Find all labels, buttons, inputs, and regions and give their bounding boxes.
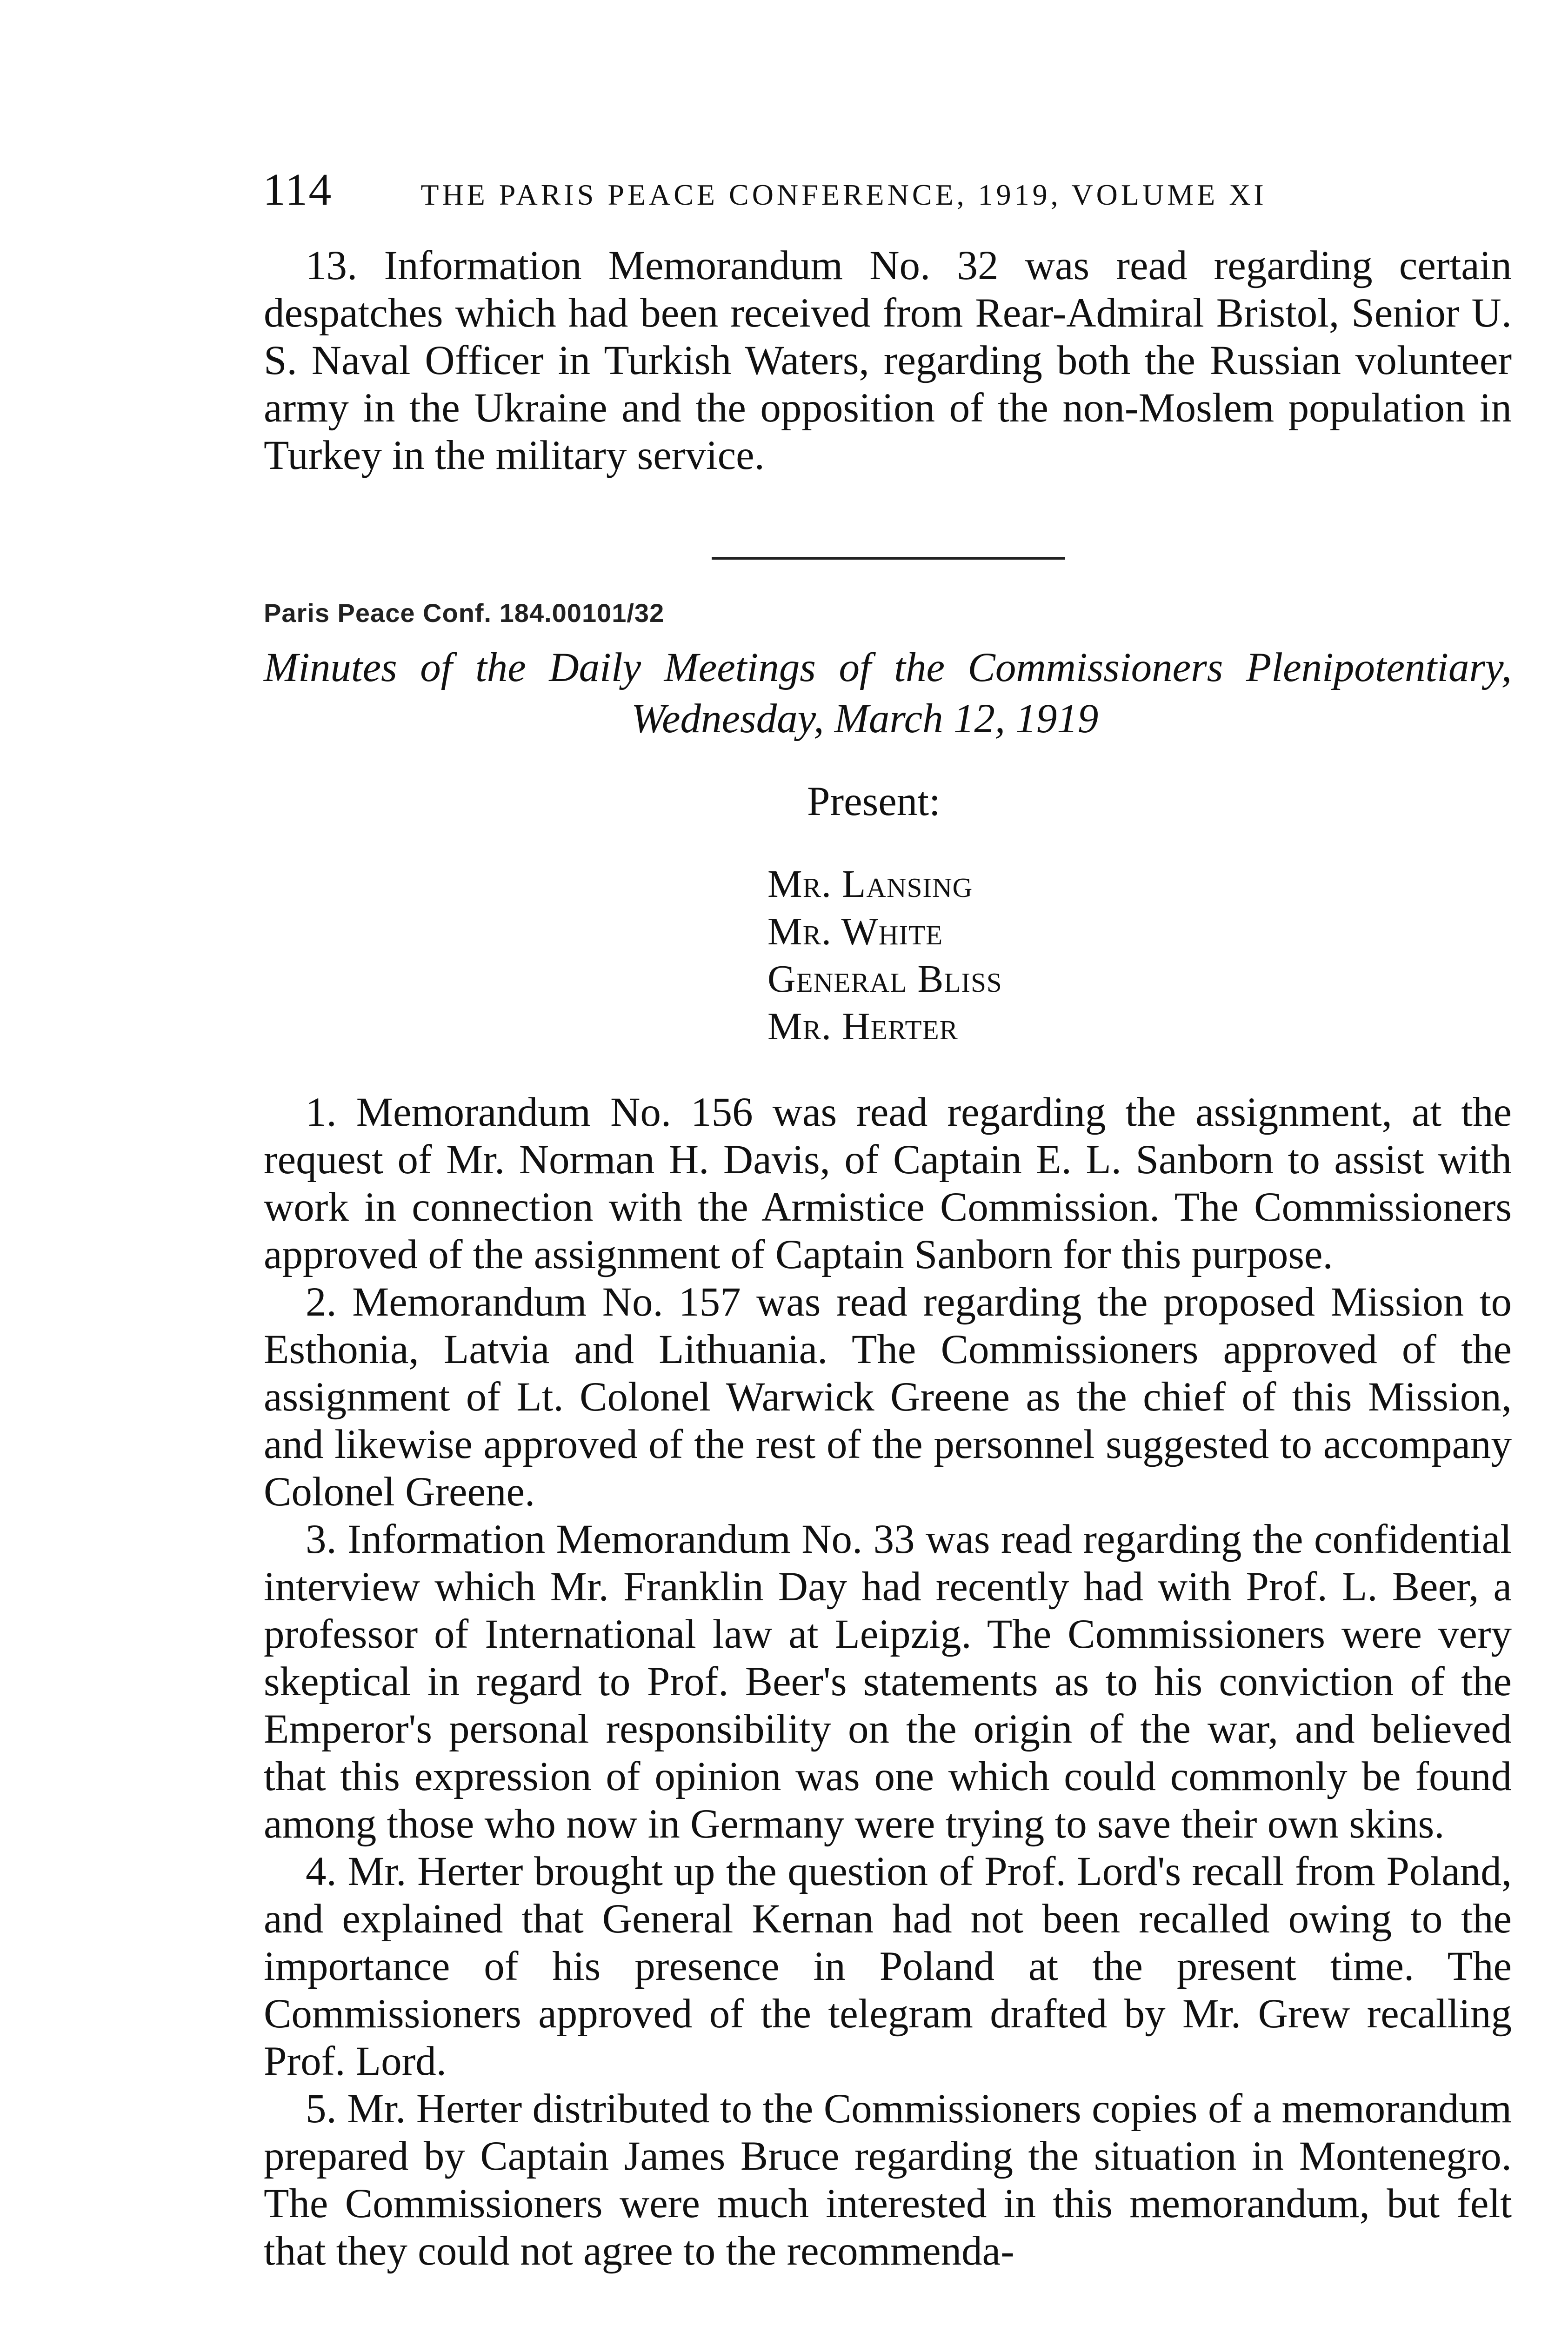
item-13-paragraph: 13. Information Memorandum No. 32 was read regarding certain despatches which had been received from Rear-Admiral Bristol, Senior U. S. Naval Officer in Turkish Waters, regarding both the Russian volunteer army in the Ukraine and the opposition of the non-Moslem population in Turkey in the military service. — [264, 243, 1512, 478]
document-title-line-1: Minutes of the Daily Meetings of the Commissioners Plenipotentiary, — [264, 645, 1512, 690]
file-reference: Paris Peace Conf. 184.00101/32 — [264, 598, 665, 628]
attendee: General Bliss — [767, 957, 1002, 1001]
present-label: Present: — [807, 779, 941, 824]
running-header — [263, 164, 1519, 215]
running-title: THE PARIS PEACE CONFERENCE, 1919, VOLUME XI — [420, 178, 1267, 211]
minutes-items — [264, 1089, 1512, 2275]
preceding-item — [264, 242, 1512, 479]
attendee: Mr. Lansing — [767, 862, 973, 906]
minutes-item: 5. Mr. Herter distributed to the Commissioners copies of a memorandum prepared by Captain James Bruce regarding the situation in Montenegro. The Commissioners were much interested in this memorandum, but felt that they could not agree to the recommenda- — [264, 2086, 1512, 2274]
section-divider — [712, 557, 1065, 560]
minutes-item: 1. Memorandum No. 156 was read regarding the assignment, at the request of Mr. Norman H. Davis, of Captain E. L. Sanborn to assist with work in connection with the Armistice Commission. The Commissioners approved of the assignment of Captain Sanborn for this purpose. — [264, 1089, 1512, 1277]
attendee-list — [767, 861, 1002, 1050]
attendee: Mr. Herter — [767, 1005, 958, 1048]
document-title — [264, 642, 1512, 744]
minutes-item: 3. Information Memorandum No. 33 was read regarding the confidential interview which Mr. Franklin Day had recently had with Prof. L. Beer, a professor of International law at Leipzig. The Commissioners were very skeptical in regard to Prof. Beer's statements as to his conviction of the Emperor's personal responsibility on the origin of the war, and believed that this expression of opinion was one which could commonly be found among those who now in Germany were trying to save their own skins. — [264, 1517, 1512, 1847]
document-title-line-2: Wednesday, March 12, 1919 — [631, 696, 1099, 742]
minutes-item: 2. Memorandum No. 157 was read regarding the proposed Mission to Esthonia, Latvia and Lithuania. The Commissioners approved of the assignment of Lt. Colonel Warwick Greene as the chief of this Mission, and likewise approved of the rest of the personnel suggested to accompany Colonel Greene. — [264, 1279, 1512, 1515]
page-number: 114 — [263, 165, 333, 215]
attendee: Mr. White — [767, 910, 943, 953]
minutes-item: 4. Mr. Herter brought up the question of Prof. Lord's recall from Poland, and explained that General Kernan had not been recalled owing to the importance of his presence in Poland at the present time. The Commissioners approved of the telegram drafted by Mr. Grew recalling Prof. Lord. — [264, 1849, 1512, 2084]
